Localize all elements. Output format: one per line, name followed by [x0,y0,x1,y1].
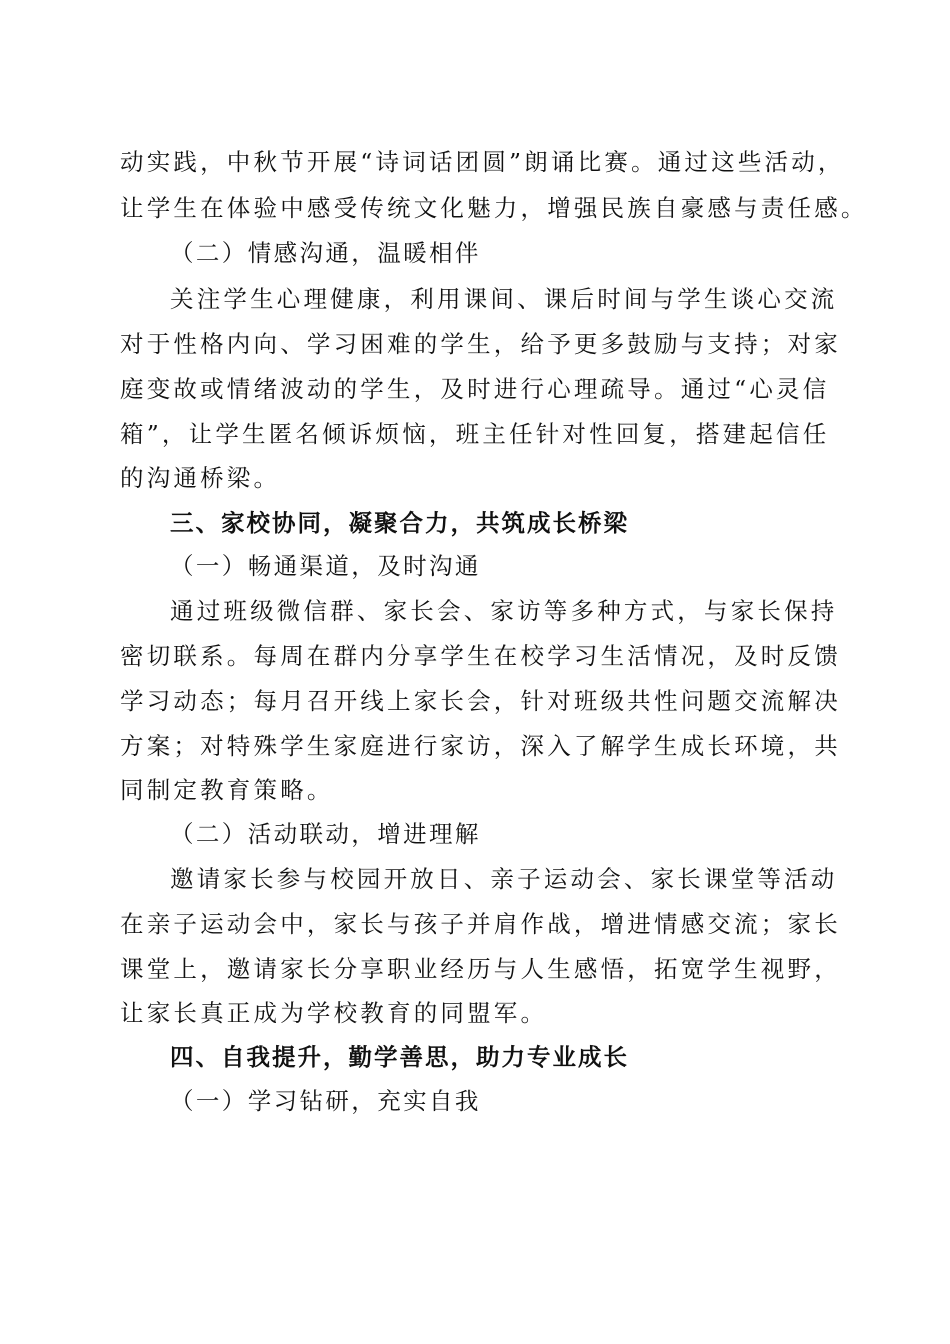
paragraph-line: 的沟通桥梁。 [120,464,281,492]
subsection-heading: （二）活动联动，增进理解 [170,820,481,848]
paragraph-line: 课堂上，邀请家长分享职业经历与人生感悟，拓宽学生视野， [120,955,841,983]
paragraph-line: 箱”，让学生匿名倾诉烦恼，班主任针对性回复，搭建起信任 [120,420,830,448]
subsection-heading: （一）学习钻研，充实自我 [170,1087,481,1115]
paragraph-line: 学习动态；每月召开线上家长会，针对班级共性问题交流解决 [120,687,841,715]
paragraph-line: 动实践，中秋节开展“诗词话团圆”朗诵比赛。通过这些活动， [120,148,845,176]
paragraph-line: 让学生在体验中感受传统文化魅力，增强民族自豪感与责任感。 [120,194,868,222]
paragraph-line: 庭变故或情绪波动的学生，及时进行心理疏导。通过“心灵信 [120,375,830,403]
paragraph-line: 邀请家长参与校园开放日、亲子运动会、家长课堂等活动 [170,865,838,893]
section-heading: 三、家校协同，凝聚合力，共筑成长桥梁 [170,509,629,537]
paragraph-line: 在亲子运动会中，家长与孩子并肩作战，增进情感交流；家长 [120,910,841,938]
paragraph-line: 让家长真正成为学校教育的同盟军。 [120,999,548,1027]
subsection-heading: （一）畅通渠道，及时沟通 [170,552,481,580]
paragraph-line: 同制定教育策略。 [120,776,334,804]
subsection-heading: （二）情感沟通，温暖相伴 [170,239,481,267]
paragraph-line: 通过班级微信群、家长会、家访等多种方式，与家长保持 [170,597,838,625]
paragraph-line: 方案；对特殊学生家庭进行家访，深入了解学生成长环境，共 [120,732,841,760]
section-heading: 四、自我提升，勤学善思，助力专业成长 [170,1043,629,1071]
paragraph-line: 对于性格内向、学习困难的学生，给予更多鼓励与支持；对家 [120,330,841,358]
paragraph-line: 关注学生心理健康，利用课间、课后时间与学生谈心交流 [170,285,838,313]
paragraph-line: 密切联系。每周在群内分享学生在校学习生活情况，及时反馈 [120,642,841,670]
